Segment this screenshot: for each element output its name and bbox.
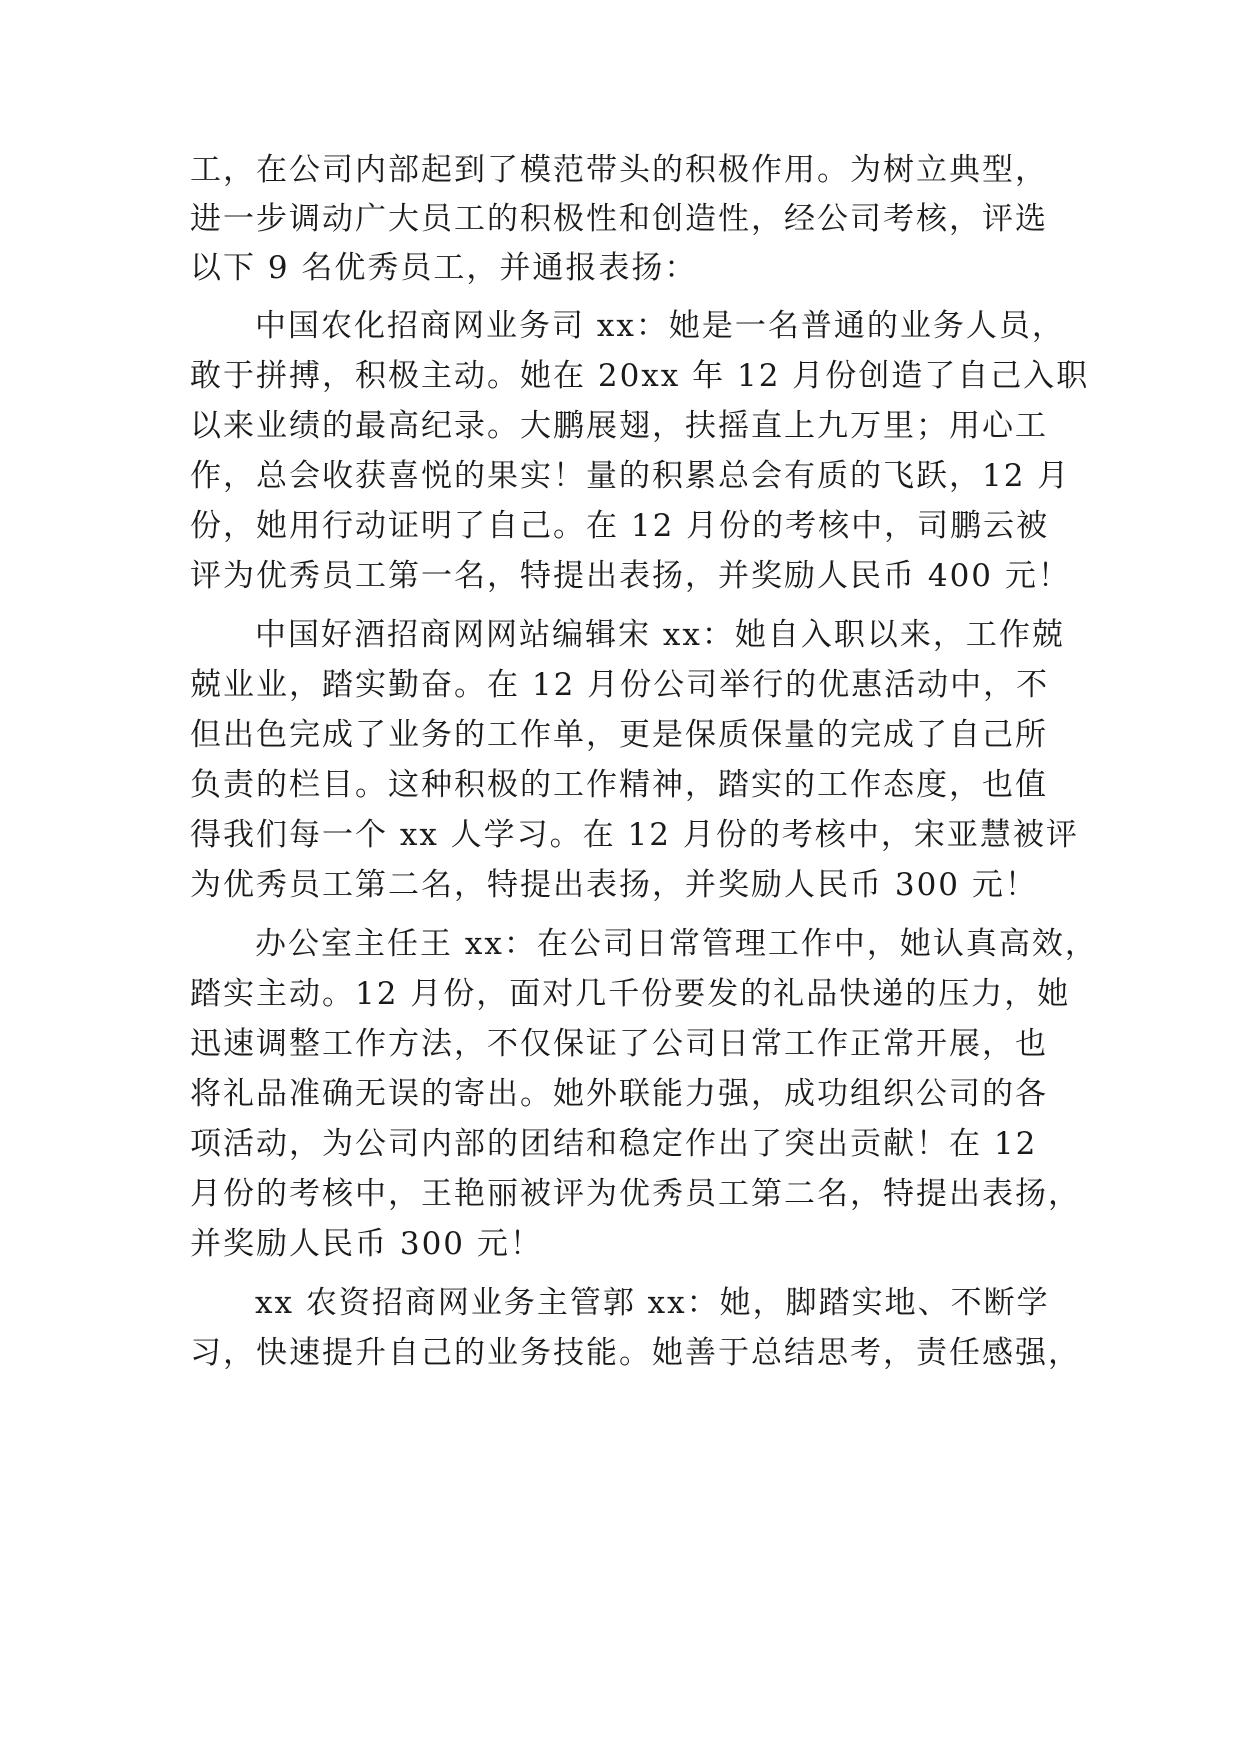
text-line: 将礼品准确无误的寄出。她外联能力强，成功组织公司的各: [190, 1076, 1048, 1112]
text-line: 迅速调整工作方法，不仅保证了公司日常工作正常开展，也: [190, 1026, 1048, 1062]
text-line: 兢业业，踏实勤奋。在 12 月份公司举行的优惠活动中，不: [190, 667, 1050, 703]
text-line: 踏实主动。12 月份，面对几千份要发的礼品快递的压力，她: [190, 976, 1071, 1012]
text-line: 项活动，为公司内部的团结和稳定作出了突出贡献！在 12: [190, 1126, 1038, 1162]
text-line: 月份的考核中，王艳丽被评为优秀员工第二名，特提出表扬，: [190, 1176, 1081, 1212]
text-line: 工，在公司内部起到了模范带头的积极作用。为树立典型，: [190, 152, 1048, 188]
text-line: 并奖励人民币 300 元！: [190, 1226, 543, 1262]
text-line: 习，快速提升自己的业务技能。她善于总结思考，责任感强，: [190, 1335, 1081, 1371]
text-line: 得我们每一个 xx 人学习。在 12 月份的考核中，宋亚慧被评: [190, 817, 1079, 853]
text-line: 作，总会收获喜悦的果实！量的积累总会有质的飞跃，12 月: [190, 458, 1071, 494]
text-line: 为优秀员工第二名，特提出表扬，并奖励人民币 300 元！: [190, 867, 1038, 903]
text-line: 进一步调动广大员工的积极性和创造性，经公司考核，评选: [190, 201, 1048, 237]
text-line: 敢于拼搏，积极主动。她在 20xx 年 12 月份创造了自己入职: [190, 358, 1090, 394]
paragraph-start-line: 中国好酒招商网网站编辑宋 xx：她自入职以来，工作兢: [255, 617, 1065, 653]
text-line: 以来业绩的最高纪录。大鹏展翅，扶摇直上九万里；用心工: [190, 408, 1048, 444]
text-line: 但出色完成了业务的工作单，更是保质保量的完成了自己所: [190, 717, 1048, 753]
text-line: 份，她用行动证明了自己。在 12 月份的考核中，司鹏云被: [190, 508, 1050, 544]
paragraph-start-line: 办公室主任王 xx：在公司日常管理工作中，她认真高效，: [255, 926, 1098, 962]
paragraph-start-line: 中国农化招商网业务司 xx：她是一名普通的业务人员，: [255, 308, 1065, 344]
paragraph-start-line: xx 农资招商网业务主管郭 xx：她，脚踏实地、不断学: [255, 1285, 1050, 1321]
text-line: 评为优秀员工第一名，特提出表扬，并奖励人民币 400 元！: [190, 558, 1071, 594]
text-line: 以下 9 名优秀员工，并通报表扬：: [190, 250, 698, 286]
text-line: 负责的栏目。这种积极的工作精神，踏实的工作态度，也值: [190, 767, 1048, 803]
